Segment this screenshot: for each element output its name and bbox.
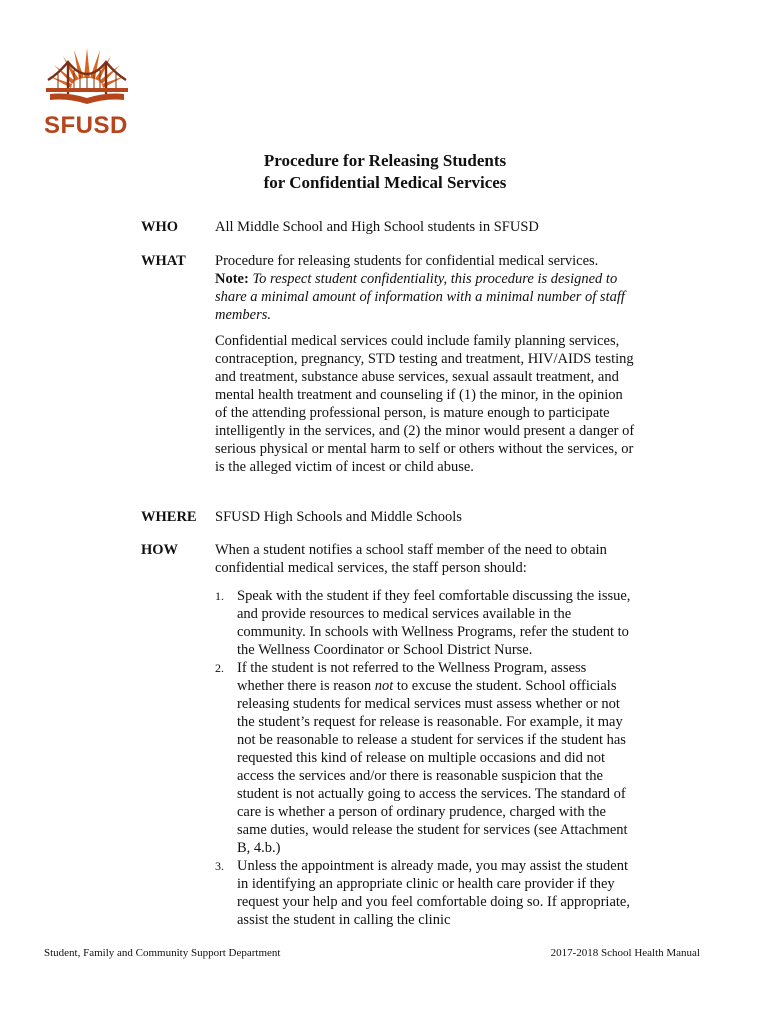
what-note xyxy=(215,271,625,323)
where-label: WHERE xyxy=(141,509,197,525)
step-number: 3. xyxy=(215,859,224,873)
note-label: Note: xyxy=(215,271,249,287)
note-text: To respect student confidentiality, this procedure is designed to share a minimal amount of information with a minimal number of staff members. xyxy=(215,271,625,323)
what-paragraph-2: Confidential medical services could include family planning services, contraception, pregnancy, STD testing and treatment, HIV/AIDS testing and treatment, substance abuse services, sexual assault treatment, and mental health treatment and counseling if (1) the minor, in the opinion of the attending professional person, is mature enough to participate intelligently in the services, and (2) the minor would present a danger of serious physical or mental harm to self or others without the services, or is the alleged victim of incest or child abuse. xyxy=(215,333,635,475)
step-text: Speak with the student if they feel comfortable discussing the issue, and provide resources to medical services available in the community. In schools with Wellness Programs, refer the student to the Wellness Coordinator or School District Nurse. xyxy=(237,588,631,658)
sfusd-bridge-sunrise-logo-icon xyxy=(44,40,130,110)
who-label: WHO xyxy=(141,219,179,235)
what-text: Procedure for releasing students for confidential medical services. xyxy=(215,253,599,269)
step-number: 2. xyxy=(215,661,224,675)
what-label: WHAT xyxy=(141,253,186,269)
title-line-2: for Confidential Medical Services xyxy=(263,173,507,192)
what-paragraph-1 xyxy=(215,252,635,324)
list-item xyxy=(215,587,635,659)
sfusd-logo-text: SFUSD xyxy=(44,112,128,139)
how-label: HOW xyxy=(141,542,179,558)
how-body xyxy=(215,541,635,929)
how-intro: When a student notifies a school staff member of the need to obtain confidential medical services, the staff person should: xyxy=(215,542,607,576)
list-item xyxy=(215,659,635,857)
list-item xyxy=(215,857,635,929)
step-text-after: to excuse the student. School officials releasing students for medical services must assess whether or not the student’s request for release is reasonable. For example, it may not be reasonable to release a student for services if the student has requested this kind of release on multiple occasions and did not access the services and/or there is reasonable suspicion that the student is not actually going to access the services. The standard of care is whether a person of ordinary prudence, charged with the same duties, would release the student for services (see Attachment B, 4.b.) xyxy=(237,678,628,856)
step-text-emphasis: not xyxy=(374,678,394,694)
who-text: All Middle School and High School students in SFUSD xyxy=(215,219,539,235)
footer-right: 2017-2018 School Health Manual xyxy=(550,947,700,959)
step-text-before: If the student is not referred to the Wellness Program, assess whether there is reason xyxy=(237,660,587,694)
sfusd-logo xyxy=(44,40,130,139)
title-line-1: Procedure for Releasing Students xyxy=(263,151,507,170)
where-text: SFUSD High Schools and Middle Schools xyxy=(215,509,462,525)
step-number: 1. xyxy=(215,589,224,603)
how-steps-list xyxy=(215,587,635,929)
what-body xyxy=(215,252,635,484)
page-title xyxy=(0,150,770,194)
step-text: Unless the appointment is already made, you may assist the student in identifying an appropriate clinic or health care provider if they request your help and you feel comfortable doing so. If appropriate, assist the student in calling the clinic xyxy=(237,858,630,928)
footer-left: Student, Family and Community Support Department xyxy=(44,947,281,959)
